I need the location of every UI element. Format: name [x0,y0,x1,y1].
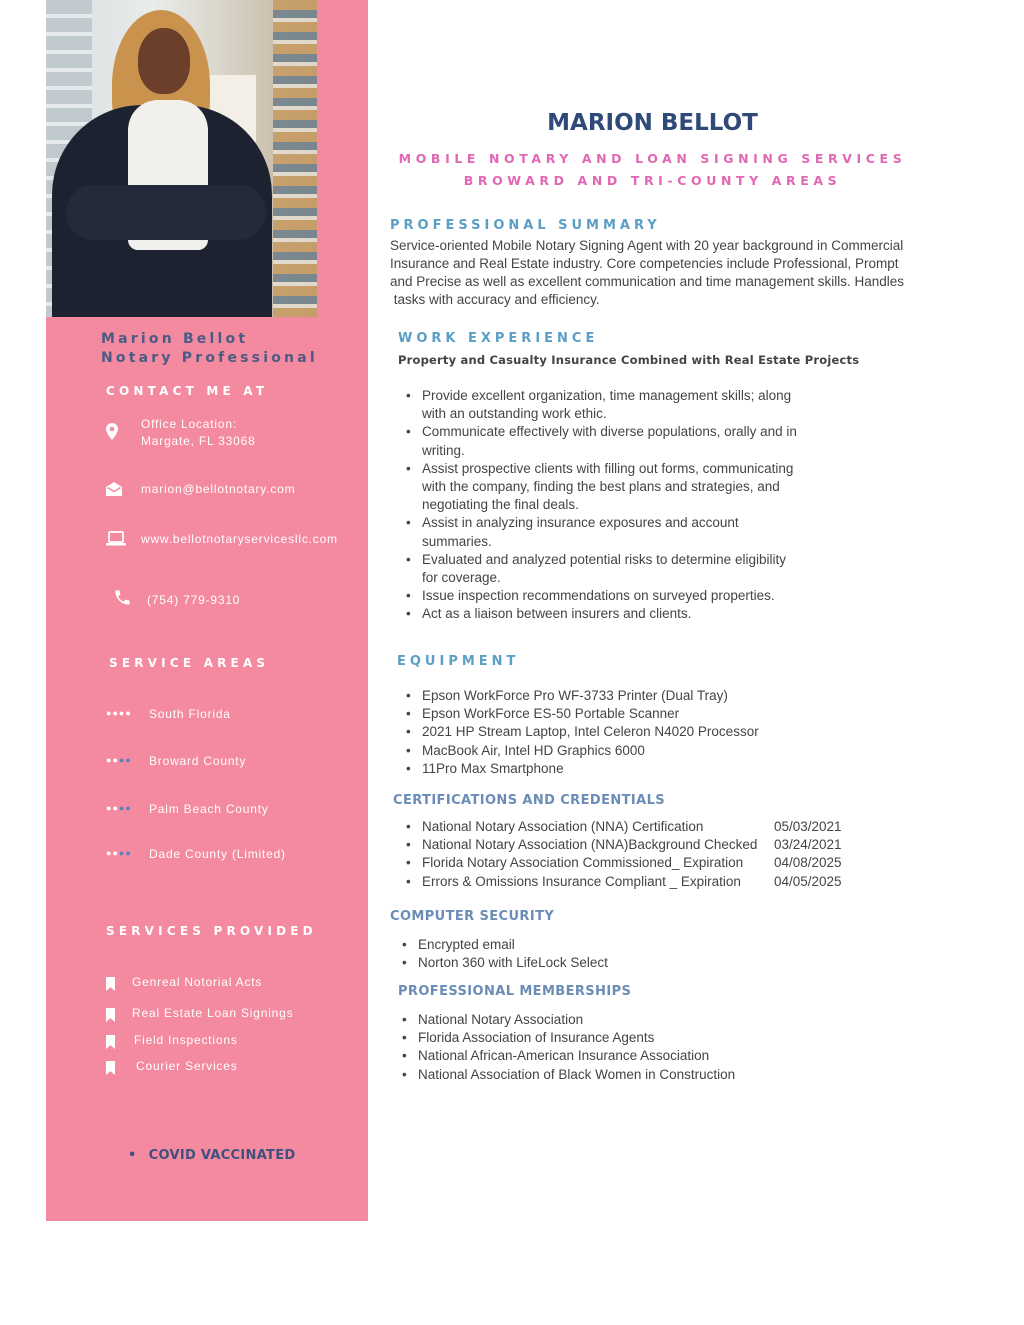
page-title: MARION BELLOT [547,110,758,136]
equipment-item: • 2021 HP Stream Laptop, Intel Celeron N4020 Processor [402,723,822,741]
rating-dot-filled: ● [118,708,126,718]
phone-icon [113,588,132,607]
experience-line: negotiating the final deals. [422,497,579,513]
bookmark-icon [106,1008,115,1022]
summary-line: Service-oriented Mobile Notary Signing Agent with 20 year background in Commercial [390,238,904,253]
experience-item [402,551,842,587]
equipment-item: • 11Pro Max Smartphone [402,760,822,778]
covid-status: • COVID VACCINATED [128,1148,296,1163]
memberships-heading: PROFESSIONAL MEMBERSHIPS [398,984,632,999]
rating-dot-empty: ● [125,848,132,858]
rating-dots [106,803,132,813]
tagline-services: MOBILE NOTARY AND LOAN SIGNING SERVICES [398,151,907,166]
equipment-list [402,687,822,778]
bookmark-icon [106,1061,115,1075]
experience-line: summaries. [422,533,492,549]
service-item: Courier Services [136,1059,238,1073]
certification-title: • National Notary Association (NNA) Certification [422,819,704,834]
security-item: • Encrypted email [398,936,818,954]
summary-line: Insurance and Real Estate industry. Core competencies include Professional, Prompt [390,256,899,271]
experience-line: Issue inspection recommendations on surveyed properties. [422,588,775,604]
sidebar-role: Notary Professional [101,350,318,366]
experience-item [402,514,842,550]
service-item: Field Inspections [134,1033,238,1047]
experience-line: with an outstanding work ethic. [422,406,607,422]
rating-dot-filled: ● [112,803,119,813]
experience-item [402,460,842,515]
rating-dot-empty: ● [118,803,126,813]
summary-text [390,237,925,309]
certification-title: • Florida Notary Association Commissioned_ Expiration [422,855,744,871]
rating-dots [106,708,132,718]
service-item: Real Estate Loan Signings [132,1006,294,1020]
equipment-item: • MacBook Air, Intel HD Graphics 6000 [402,742,822,760]
experience-list [402,387,842,624]
experience-line: Assist prospective clients with filling out forms, communicating [422,460,794,476]
contact-heading: CONTACT ME AT [106,384,269,398]
experience-line: writing. [422,442,465,458]
experience-line: Assist in analyzing insurance exposures and account [422,515,739,531]
bookmark-icon [106,1035,115,1049]
profile-photo [46,0,317,317]
experience-line: Communicate effectively with diverse populations, orally and in [422,424,797,440]
rating-dot-empty: ● [125,803,132,813]
summary-line: and Precise as well as excellent communication and time management skills. Handles [390,274,904,289]
office-value: Margate, FL 33068 [141,434,256,448]
service-area-item: Dade County (Limited) [149,847,286,861]
covid-label: COVID VACCINATED [148,1148,296,1163]
experience-item [402,587,842,605]
certification-date: 03/24/2021 [774,837,842,853]
service-areas-heading: SERVICE AREAS [109,656,270,670]
equipment-heading: EQUIPMENT [397,654,520,669]
certification-date: 04/08/2025 [774,855,842,871]
envelope-icon [106,482,122,496]
phone-number[interactable]: (754) 779-9310 [147,593,241,607]
certification-item [402,873,872,891]
rating-dot-filled: ● [112,708,119,718]
sidebar-name-block [101,330,318,368]
certification-date: 05/03/2021 [774,819,842,834]
certification-item [402,836,872,854]
office-location [141,416,256,450]
equipment-item: • Epson WorkForce Pro WF-3733 Printer (Dual Tray) [402,687,822,705]
rating-dot-filled: ● [106,803,113,813]
membership-item: • National Notary Association [398,1011,838,1029]
sidebar [46,0,368,1221]
rating-dot-empty: ● [125,755,132,765]
equipment-item: • Epson WorkForce ES-50 Portable Scanner [402,705,822,723]
sidebar-name: Marion Bellot [101,331,249,347]
location-pin-icon [106,423,118,440]
email-link[interactable]: marion@bellotnotary.com [141,482,296,496]
certification-item [402,818,872,836]
rating-dot-filled: ● [106,848,113,858]
experience-line: Provide excellent organization, time management skills; along [422,388,792,403]
rating-dot-filled: ● [112,848,119,858]
rating-dot-empty: ● [118,848,126,858]
summary-heading: PROFESSIONAL SUMMARY [390,218,661,233]
certifications-list [402,818,872,891]
experience-line: Evaluated and analyzed potential risks to determine eligibility [422,551,786,567]
certification-title: • Errors & Omissions Insurance Compliant _ Expiration [422,873,741,889]
rating-dots [106,755,132,765]
memberships-list [398,1011,838,1084]
experience-line: with the company, finding the best plans and strategies, and [422,479,780,495]
experience-heading: WORK EXPERIENCE [398,331,599,346]
rating-dot-filled: ● [106,755,113,765]
experience-item [402,387,842,423]
experience-item [402,423,842,459]
experience-line: for coverage. [422,570,501,586]
certification-date: 04/05/2025 [774,873,842,889]
experience-subheading: Property and Casualty Insurance Combined with Real Estate Projects [398,353,860,367]
rating-dots [106,848,132,858]
service-area-item: Broward County [149,754,247,768]
security-list [398,936,818,972]
rating-dot-filled: ● [125,708,132,718]
security-heading: COMPUTER SECURITY [390,909,555,924]
tagline-areas: BROWARD AND TRI-COUNTY AREAS [463,173,842,188]
summary-line: tasks with accuracy and efficiency. [390,292,600,307]
security-item: • Norton 360 with LifeLock Select [398,954,818,972]
service-area-item: South Florida [149,707,231,721]
experience-item [402,605,842,623]
website-link[interactable]: www.bellotnotaryservicesllc.com [141,532,338,546]
rating-dot-filled: ● [112,755,119,765]
bookmark-icon [106,977,115,991]
services-heading: SERVICES PROVIDED [106,924,317,938]
office-label: Office Location: [141,417,237,431]
certification-title: • National Notary Association (NNA)Background Checked [422,837,758,853]
laptop-icon [106,531,126,546]
certifications-heading: CERTIFICATIONS AND CREDENTIALS [393,793,666,808]
membership-item: • National African-American Insurance Association [398,1047,838,1065]
membership-item: • National Association of Black Women in Construction [398,1066,838,1084]
certification-item [402,854,872,872]
rating-dot-filled: ● [106,708,113,718]
service-item: Genreal Notorial Acts [132,975,263,989]
service-area-item: Palm Beach County [149,802,269,816]
membership-item: • Florida Association of Insurance Agents [398,1029,838,1047]
experience-line: Act as a liaison between insurers and clients. [422,606,692,622]
rating-dot-empty: ● [118,755,126,765]
